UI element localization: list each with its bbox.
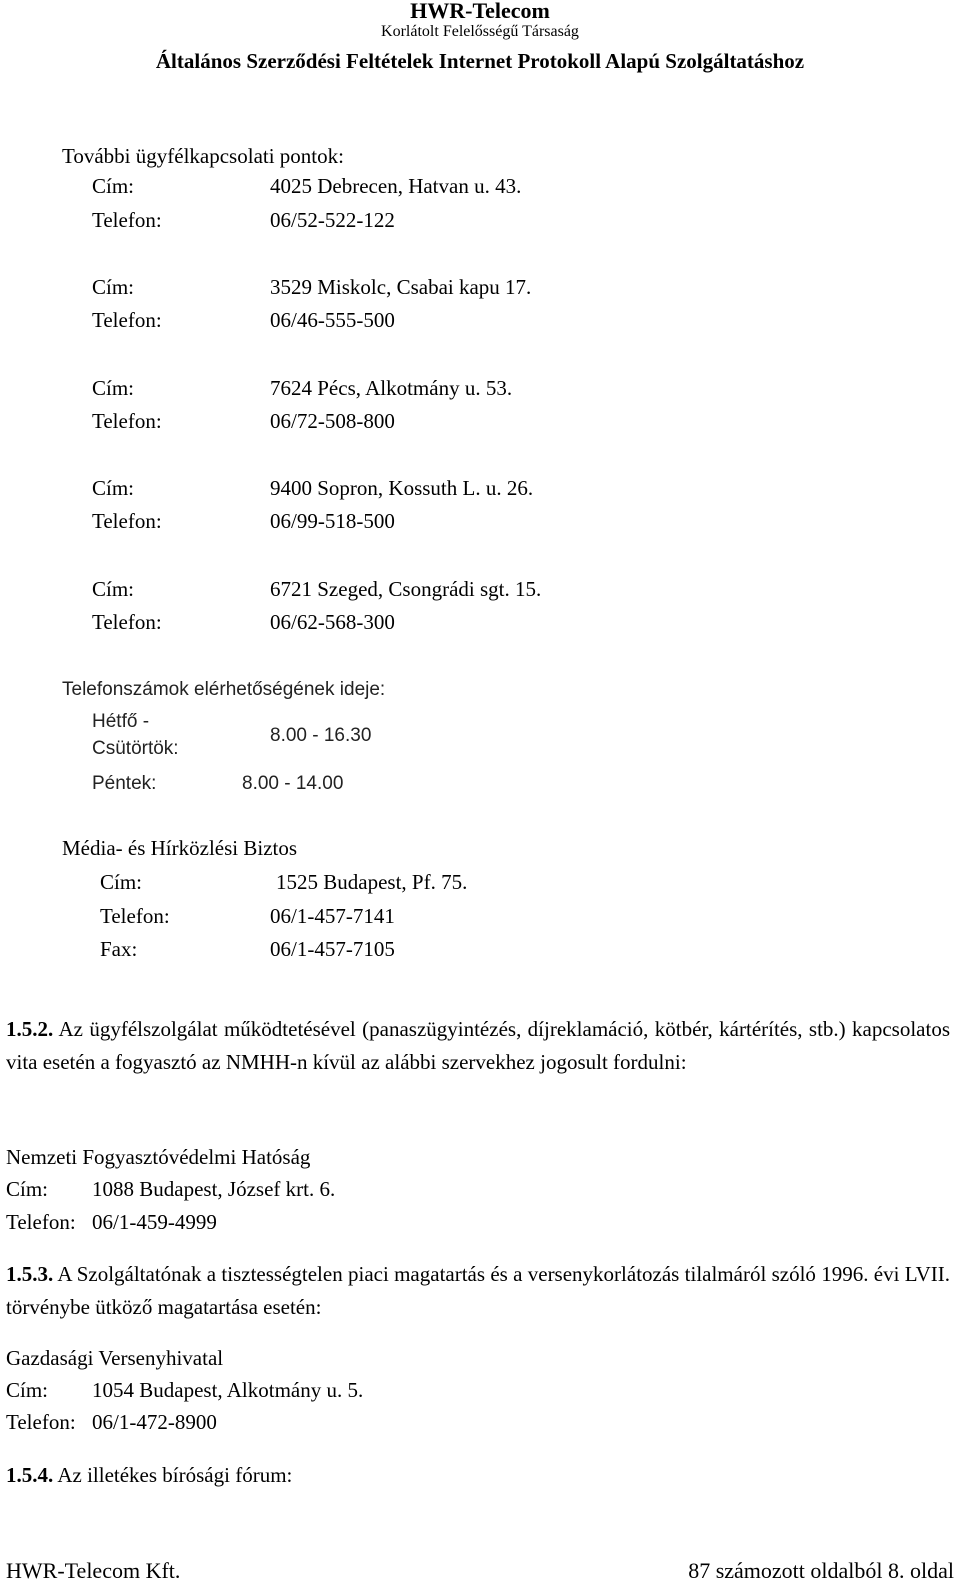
section-text: Az ügyfélszolgálat működtetésével (panaszügyintézés, díjreklamáció, kötbér, kártérítés, stb.) kapcsolatos vita esetén a fogyasztó az NMHH-n kívül az alábbi szervekhez jogosult fordulni:: [6, 1017, 951, 1074]
phone-label: Telefon:: [92, 610, 162, 634]
section-number: 1.5.2.: [6, 1017, 54, 1041]
gvh-phone: 06/1-472-8900: [92, 1410, 217, 1434]
address-label: Cím:: [92, 376, 135, 400]
media-address: 1525 Budapest, Pf. 75.: [276, 870, 468, 894]
hours-row1-label-line2: Csütörtök:: [92, 738, 179, 759]
phone-label: Telefon:: [92, 509, 162, 533]
footer-page-number: 87 számozott oldalból 8. oldal: [688, 1558, 954, 1583]
media-phone-label: Telefon:: [100, 904, 170, 928]
hours-row1-value: 8.00 - 16.30: [270, 725, 372, 746]
phone-label: Telefon:: [92, 308, 162, 332]
header-subtitle: Korlátolt Felelősségű Társaság: [381, 23, 579, 40]
section-1-5-3-paragraph: [6, 1258, 950, 1324]
gvh-phone-label: Telefon:: [6, 1410, 76, 1434]
contact-phone: 06/46-555-500: [270, 308, 395, 332]
phone-label: Telefon:: [92, 409, 162, 433]
phone-label: Telefon:: [92, 208, 162, 232]
nfh-address-label: Cím:: [6, 1177, 49, 1201]
nfh-name: Nemzeti Fogyasztóvédelmi Hatóság: [6, 1145, 311, 1169]
header-company: HWR-Telecom: [410, 0, 550, 23]
contact-address: 4025 Debrecen, Hatvan u. 43.: [270, 174, 522, 198]
nfh-phone-label: Telefon:: [6, 1210, 76, 1234]
section-1-5-2-paragraph: [6, 1013, 950, 1079]
media-phone: 06/1-457-7141: [270, 904, 395, 928]
address-label: Cím:: [92, 476, 135, 500]
media-fax: 06/1-457-7105: [270, 937, 395, 961]
section-number: 1.5.3.: [6, 1262, 54, 1286]
address-label: Cím:: [92, 275, 135, 299]
address-label: Cím:: [92, 174, 135, 198]
contact-phone: 06/62-568-300: [270, 610, 395, 634]
address-label: Cím:: [92, 577, 135, 601]
document-title: Általános Szerződési Feltételek Internet Protokoll Alapú Szolgáltatáshoz: [155, 49, 805, 73]
nfh-phone: 06/1-459-4999: [92, 1210, 217, 1234]
media-address-label: Cím:: [100, 870, 143, 894]
hours-row1-label-line1: Hétfő -: [92, 711, 150, 732]
contacts-intro: További ügyfélkapcsolati pontok:: [62, 144, 344, 168]
contact-phone: 06/72-508-800: [270, 409, 395, 433]
hours-title: Telefonszámok elérhetőségének ideje:: [62, 679, 386, 700]
media-fax-label: Fax:: [100, 937, 138, 961]
hours-row2-label: Péntek:: [92, 773, 157, 794]
gvh-address: 1054 Budapest, Alkotmány u. 5.: [92, 1378, 364, 1402]
section-text: Az illetékes bírósági fórum:: [57, 1463, 293, 1487]
contact-phone: 06/52-522-122: [270, 208, 395, 232]
contact-address: 6721 Szeged, Csongrádi sgt. 15.: [270, 577, 542, 601]
contact-address: 3529 Miskolc, Csabai kapu 17.: [270, 275, 532, 299]
section-1-5-4: [6, 1463, 292, 1487]
media-title: Média- és Hírközlési Biztos: [62, 836, 298, 860]
gvh-address-label: Cím:: [6, 1378, 49, 1402]
contact-phone: 06/99-518-500: [270, 509, 395, 533]
nfh-address: 1088 Budapest, József krt. 6.: [92, 1177, 336, 1201]
contact-address: 9400 Sopron, Kossuth L. u. 26.: [270, 476, 534, 500]
gvh-name: Gazdasági Versenyhivatal: [6, 1346, 224, 1370]
section-number: 1.5.4.: [6, 1463, 54, 1487]
contact-address: 7624 Pécs, Alkotmány u. 53.: [270, 376, 513, 400]
section-text: A Szolgáltatónak a tisztességtelen piaci magatartás és a versenykorlátozás tilalmáról szóló 1996. évi LVII. törvénybe ütköző magatartása esetén:: [6, 1262, 950, 1319]
hours-row2-value: 8.00 - 14.00: [242, 773, 344, 794]
footer-company: HWR-Telecom Kft.: [6, 1558, 181, 1583]
